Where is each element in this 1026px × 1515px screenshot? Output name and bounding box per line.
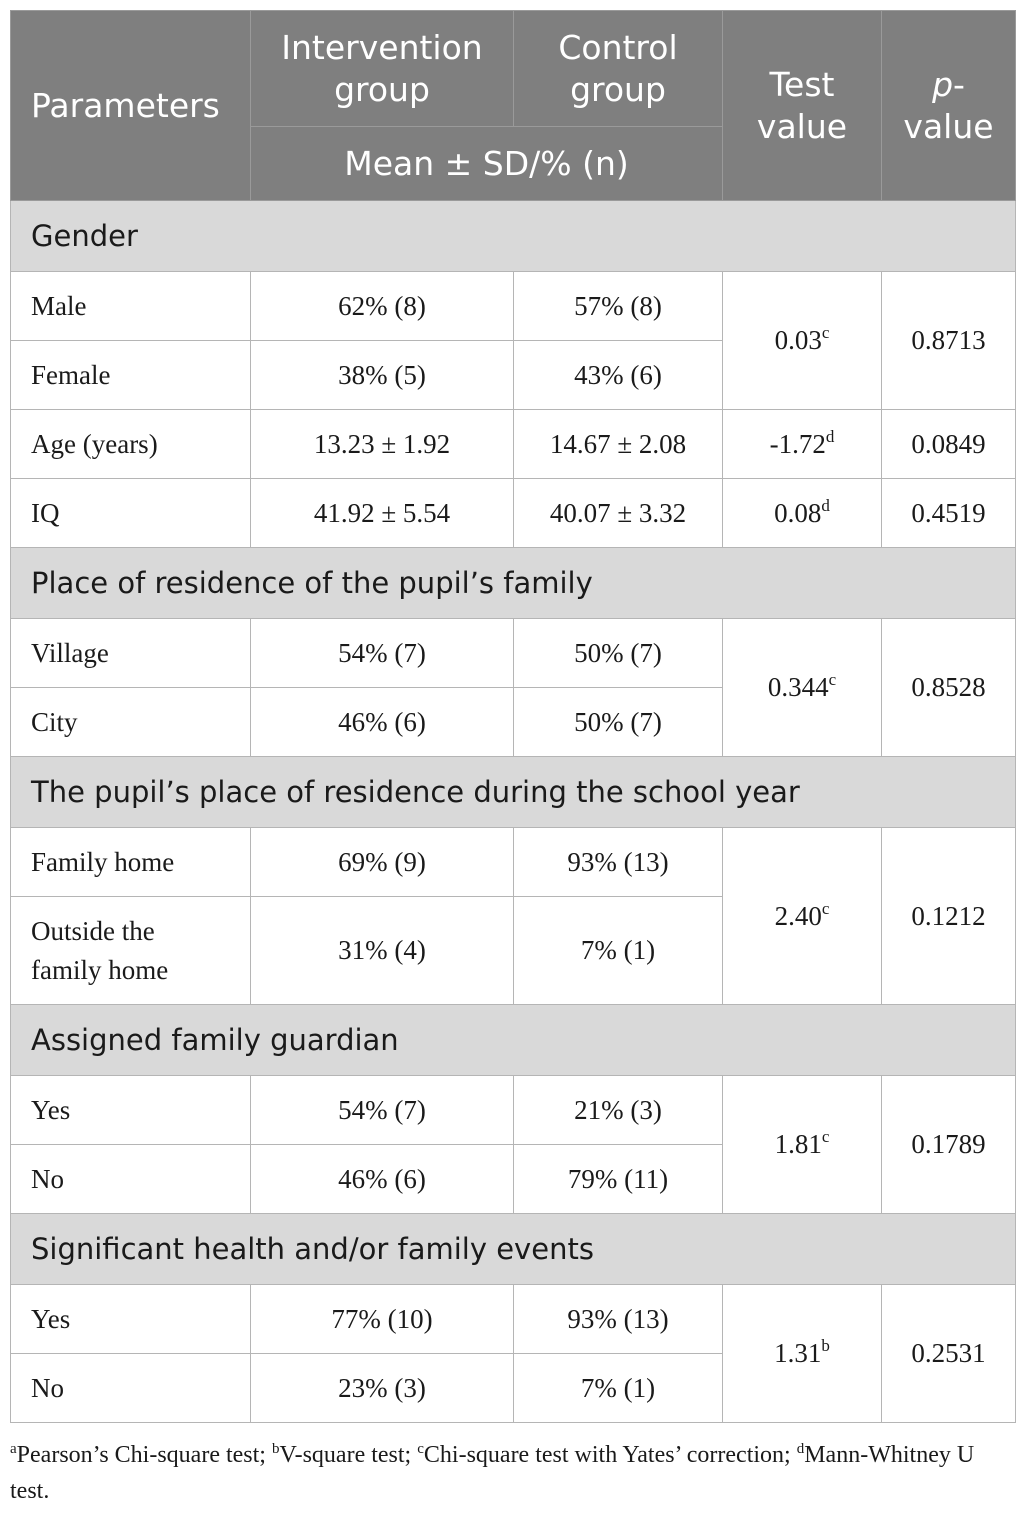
row-label: Outside the family home [11, 897, 251, 1005]
row-label: No [11, 1145, 251, 1214]
cell-test-value: 2.40$^c$ [723, 828, 882, 1005]
row-label: Family home [11, 828, 251, 897]
cell-control: 79% (11) [514, 1145, 723, 1214]
row-label: Yes [11, 1285, 251, 1354]
row-label: Age (years) [11, 410, 251, 479]
header-intervention: Intervention group [251, 11, 514, 127]
cell-control: 50% (7) [514, 688, 723, 757]
header-test-value: Test value [723, 11, 882, 201]
row-label: Village [11, 619, 251, 688]
cell-control: 40.07 ± 3.32 [514, 479, 723, 548]
cell-intervention: 13.23 ± 1.92 [251, 410, 514, 479]
cell-intervention: 77% (10) [251, 1285, 514, 1354]
header-mean-sd: Mean ± SD/% (n) [251, 127, 723, 201]
header-parameters: Parameters [11, 11, 251, 201]
section-guardian: Assigned family guardian [11, 1005, 1016, 1076]
cell-control: 14.67 ± 2.08 [514, 410, 723, 479]
row-label: Yes [11, 1076, 251, 1145]
cell-control: 21% (3) [514, 1076, 723, 1145]
section-events: Significant health and/or family events [11, 1214, 1016, 1285]
cell-p-value: 0.1212 [882, 828, 1016, 1005]
section-residence-school: The pupil’s place of residence during the school year [11, 757, 1016, 828]
cell-intervention: 54% (7) [251, 619, 514, 688]
row-label: Male [11, 272, 251, 341]
cell-test-value: 0.344$^c$ [723, 619, 882, 757]
cell-control: 57% (8) [514, 272, 723, 341]
cell-control: 43% (6) [514, 341, 723, 410]
demographics-table [10, 10, 1016, 1423]
cell-control: 7% (1) [514, 897, 723, 1005]
row-label: IQ [11, 479, 251, 548]
cell-p-value: 0.1789 [882, 1076, 1016, 1214]
cell-p-value: 0.2531 [882, 1285, 1016, 1423]
cell-intervention: 62% (8) [251, 272, 514, 341]
header-control: Control group [514, 11, 723, 127]
cell-intervention: 41.92 ± 5.54 [251, 479, 514, 548]
table-footnote: $^a$Pearson’s Chi-square test; $^b$V-square test; $^c$Chi-square test with Yates’ correction; $^d$Mann-Whitney U test. [10, 1441, 975, 1504]
cell-control: 93% (13) [514, 828, 723, 897]
cell-test-value: 1.31$^b$ [723, 1285, 882, 1423]
cell-intervention: 69% (9) [251, 828, 514, 897]
cell-intervention: 23% (3) [251, 1354, 514, 1423]
cell-control: 7% (1) [514, 1354, 723, 1423]
cell-test-value: 0.08$^d$ [723, 479, 882, 548]
cell-intervention: 46% (6) [251, 688, 514, 757]
row-label: No [11, 1354, 251, 1423]
cell-intervention: 31% (4) [251, 897, 514, 1005]
cell-intervention: 54% (7) [251, 1076, 514, 1145]
cell-intervention: 38% (5) [251, 341, 514, 410]
cell-p-value: 0.8713 [882, 272, 1016, 410]
cell-p-value: 0.4519 [882, 479, 1016, 548]
row-label: City [11, 688, 251, 757]
cell-test-value: 1.81$^c$ [723, 1076, 882, 1214]
cell-p-value: 0.0849 [882, 410, 1016, 479]
cell-intervention: 46% (6) [251, 1145, 514, 1214]
row-label: Female [11, 341, 251, 410]
header-p-value: p-value [882, 11, 1016, 201]
cell-test-value: -1.72$^d$ [723, 410, 882, 479]
section-gender: Gender [11, 201, 1016, 272]
cell-p-value: 0.8528 [882, 619, 1016, 757]
cell-control: 93% (13) [514, 1285, 723, 1354]
cell-test-value: 0.03$^c$ [723, 272, 882, 410]
cell-control: 50% (7) [514, 619, 723, 688]
section-residence-family: Place of residence of the pupil’s family [11, 548, 1016, 619]
